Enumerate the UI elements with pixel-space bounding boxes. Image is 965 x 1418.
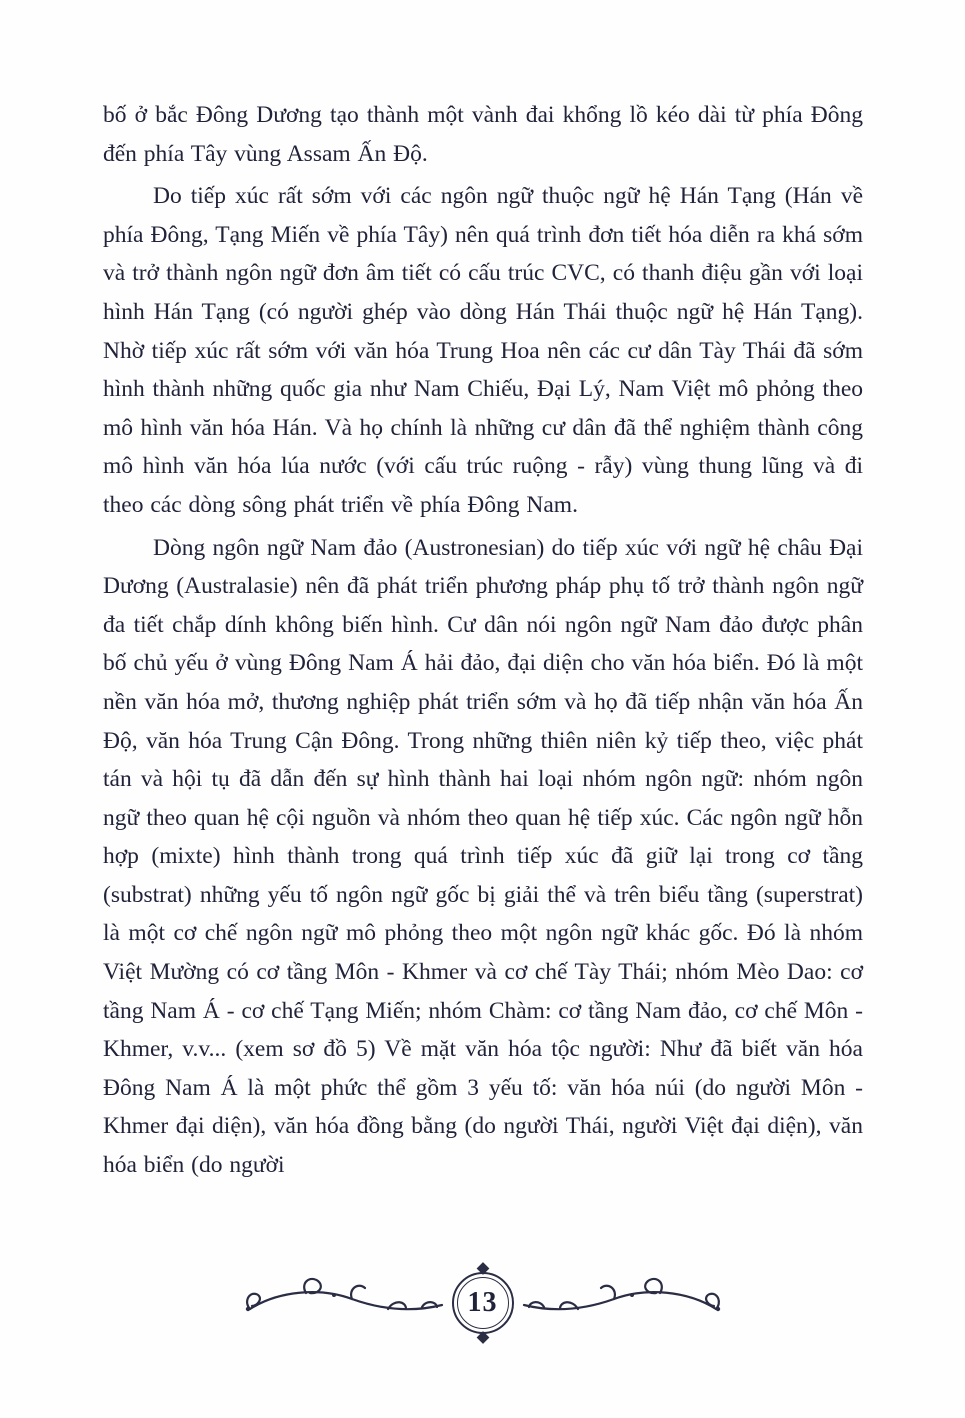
- paragraph-nam-dao: Dòng ngôn ngữ Nam đảo (Austronesian) do tiếp xúc với ngữ hệ châu Đại Dương (Australasie) nên đã phát triển phương pháp phụ tố trở thành ngôn ngữ đa tiết chắp dính không biến hình. Cư dân nói ngôn ngữ Nam đảo được phân bố chủ yếu ở vùng Đông Nam Á hải đảo, đại diện cho văn hóa biển. Đó là một nền văn hóa mở, thương nghiệp phát triển sớm và họ đã tiếp nhận văn hóa Ấn Độ, văn hóa Trung Cận Đông. Trong những thiên niên kỷ tiếp theo, việc phát tán và hội tụ đã dẫn đến sự hình thành hai loại nhóm ngôn ngữ: nhóm ngôn ngữ theo quan hệ cội nguồn và nhóm theo quan hệ tiếp xúc. Các ngôn ngữ hỗn hợp (mixte) hình thành trong quá trình tiếp xúc đã giữ lại trong cơ tầng (substrat) những yếu tố ngôn ngữ gốc bị giải thể và trên biểu tầng (superstrat) là một cơ chế ngôn ngữ mô phỏng theo một ngôn ngữ khác gốc. Đó là nhóm Việt Mường có cơ tầng Môn - Khmer và cơ chế Tày Thái; nhóm Mèo Dao: cơ tầng Nam Á - cơ chế Tạng Miến; nhóm Chàm: cơ tầng Nam đảo, cơ chế Môn - Khmer, v.v... (xem sơ đồ 5) Về mặt văn hóa tộc người: Như đã biết văn hóa Đông Nam Á là một phức thể gồm 3 yếu tố: văn hóa núi (do người Môn - Khmer đại diện), văn hóa đồng bằng (do người Thái, người Việt đại diện), văn hóa biển (do người: [103, 534, 863, 1179]
- paragraph-continuation: bố ở bắc Đông Dương tạo thành một vành đai khổng lồ kéo dài từ phía Đông đến phía Tây vùng Assam Ấn Độ.: [103, 102, 863, 167]
- page-number-inner-ring: [457, 1277, 509, 1329]
- page-number-outer-ring: [452, 1272, 514, 1334]
- footer-flourish-left-icon: [244, 1273, 444, 1333]
- page-number-badge: [446, 1266, 520, 1340]
- page-number: 13: [467, 1287, 498, 1318]
- page-text-block: [103, 96, 863, 1189]
- page-footer: [0, 1266, 965, 1340]
- paragraph-han-tang: Do tiếp xúc rất sớm với các ngôn ngữ thuộc ngữ hệ Hán Tạng (Hán về phía Đông, Tạng Miến về phía Tây) nên quá trình đơn tiết hóa diễn ra khá sớm và trở thành ngôn ngữ đơn âm tiết có cấu trúc CVC, có thanh điệu gần với loại hình Hán Tạng (có người ghép vào dòng Hán Thái thuộc ngữ hệ Hán Tạng). Nhờ tiếp xúc rất sớm với văn hóa Trung Hoa nên các cư dân Tày Thái đã sớm hình thành những quốc gia như Nam Chiếu, Đại Lý, Nam Việt mô phỏng theo mô hình văn hóa Hán. Và họ chính là những cư dân đã thể nghiệm thành công mô hình văn hóa lúa nước (với cấu trúc ruộng - rẫy) vùng thung lũng và đi theo các dòng sông phát triển về phía Đông Nam.: [103, 183, 863, 518]
- footer-flourish-right-icon: [522, 1273, 722, 1333]
